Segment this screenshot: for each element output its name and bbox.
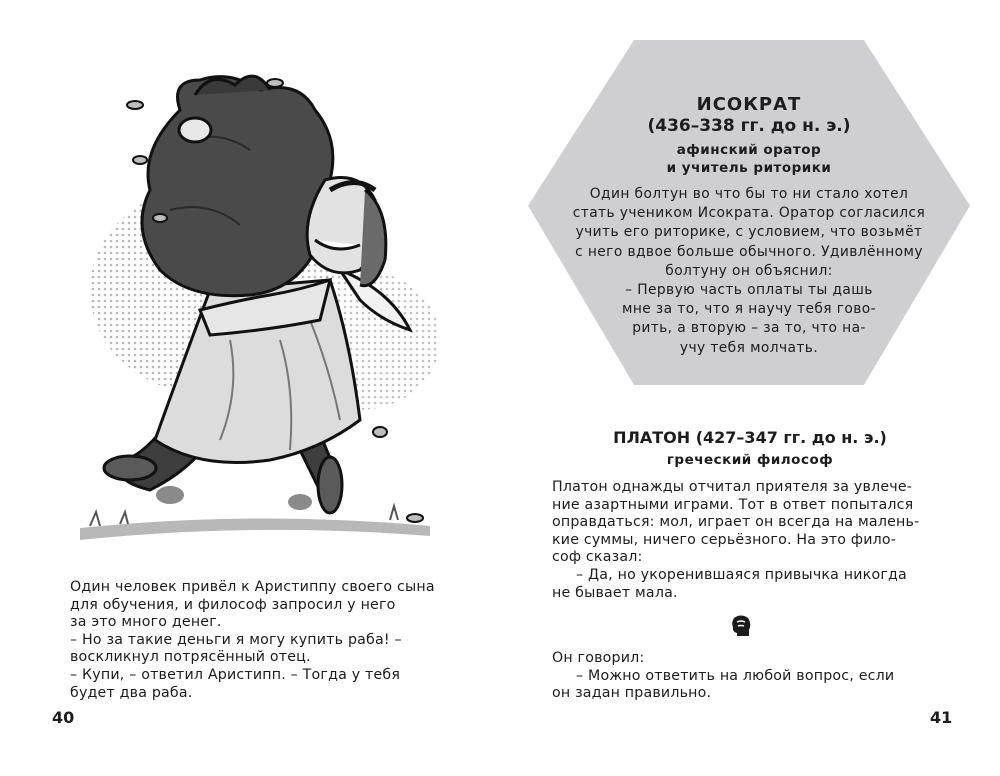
isocrates-anecdote bbox=[528, 185, 970, 358]
isocrates-section bbox=[528, 40, 970, 385]
text-line: за это много денег. bbox=[70, 614, 222, 631]
text-line: – Да, но укоренившаяся привычка никогда bbox=[576, 566, 907, 583]
aristippus-anecdote bbox=[70, 579, 455, 702]
text-line: для обучения, и философ запросил у него bbox=[70, 596, 396, 613]
plato-quote bbox=[552, 650, 932, 703]
text-line: болтуну он объяснил: bbox=[665, 262, 833, 279]
text-line: мне за то, что я научу тебя гово- bbox=[622, 301, 876, 318]
plato-name: ПЛАТОН bbox=[613, 428, 691, 447]
page-number: 41 bbox=[930, 708, 953, 727]
text-line: учить его риторике, с условием, что возьмёт bbox=[575, 224, 923, 241]
text-line: – Но за такие деньги я могу купить раба! – bbox=[70, 631, 402, 648]
text-line: – Первую часть оплаты ты дашь bbox=[625, 282, 873, 299]
philosopher-carrying-money-bag-illustration bbox=[60, 40, 450, 550]
role-line: и учитель риторики bbox=[666, 160, 832, 176]
text-line: кие суммы, ничего серьёзного. На это фило- bbox=[552, 531, 897, 548]
text-line: – Купи, – ответил Аристипп. – Тогда у тебя bbox=[70, 666, 401, 683]
isocrates-dates: (436–338 гг. до н. э.) bbox=[647, 116, 851, 136]
plato-dates: (427–347 гг. до н. э.) bbox=[695, 428, 887, 447]
text-line: соф сказал: bbox=[552, 549, 643, 566]
right-page bbox=[500, 0, 1000, 776]
text-line: с него вдвое больше обычного. Удивлённому bbox=[575, 243, 923, 260]
text-line: учу тебя молчать. bbox=[679, 339, 819, 356]
text-line: Он говорил: bbox=[552, 650, 645, 666]
text-line: воскликнул потрясённый отец. bbox=[70, 649, 311, 666]
page-number: 40 bbox=[52, 708, 75, 727]
text-line: Один болтун во что бы то ни стало хотел bbox=[589, 186, 909, 202]
text-line: Один человек привёл к Аристиппу своего сына bbox=[70, 579, 435, 595]
plato-heading bbox=[500, 428, 1000, 447]
text-line: стать учеником Исократа. Оратор согласился bbox=[572, 205, 926, 222]
isocrates-name: ИСОКРАТ bbox=[696, 94, 802, 115]
text-line: рить, а вторую – за то, что на- bbox=[632, 320, 866, 337]
text-line: он задан правильно. bbox=[552, 685, 712, 702]
role-line: афинский оратор bbox=[676, 142, 822, 158]
text-line: Платон однажды отчитал приятеля за увлече- bbox=[552, 479, 913, 495]
text-line: будет два раба. bbox=[70, 684, 193, 701]
plato-role: греческий философ bbox=[666, 452, 834, 468]
plato-anecdote bbox=[552, 479, 932, 602]
philosopher-head-icon bbox=[729, 614, 753, 640]
text-line: не бывает мала. bbox=[552, 584, 678, 601]
text-line: оправдаться: мол, играет он всегда на малень- bbox=[552, 514, 920, 531]
text-line: ние азартными играми. Тот в ответ попытался bbox=[552, 496, 914, 513]
isocrates-role bbox=[528, 141, 970, 177]
text-line: – Можно ответить на любой вопрос, если bbox=[576, 667, 895, 684]
